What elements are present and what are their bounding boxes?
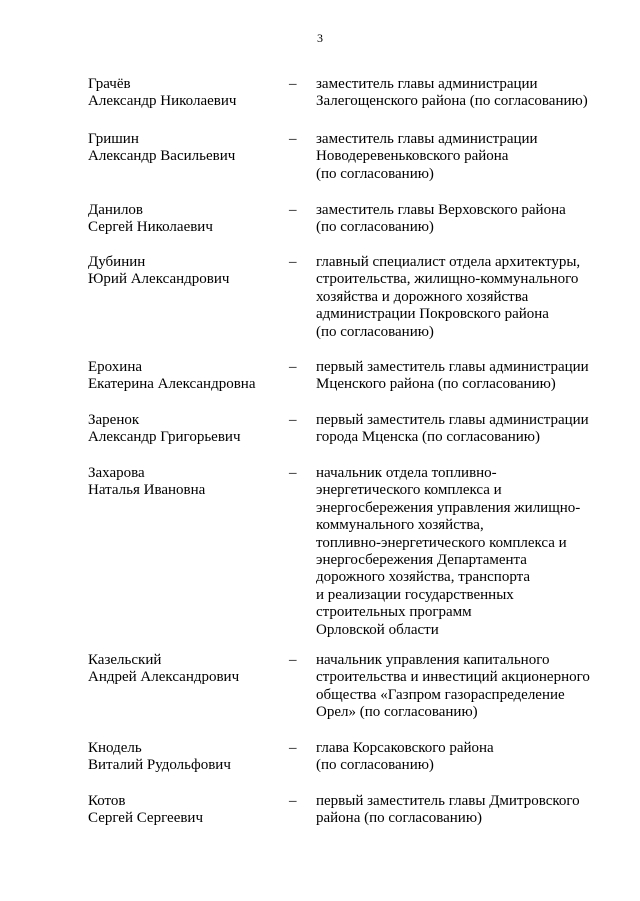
role-line: начальник управления капитального xyxy=(316,652,550,668)
role-line: Мценского района (по согласованию) xyxy=(316,376,556,393)
role-line: энергосбережения Департамента xyxy=(316,552,527,569)
role-line: заместитель главы Верховского района xyxy=(316,202,566,218)
member-given-names: Наталья Ивановна xyxy=(88,482,206,499)
role-line: строительных программ xyxy=(316,604,472,621)
role-line: первый заместитель главы Дмитровского xyxy=(316,793,580,809)
role-line: и реализации государственных xyxy=(316,586,514,603)
member-entry xyxy=(0,359,640,412)
member-given-names: Сергей Николаевич xyxy=(88,219,213,236)
role-line: начальник отдела топливно- xyxy=(316,465,497,481)
member-entry xyxy=(0,254,640,359)
member-given-names: Сергей Сергеевич xyxy=(88,810,204,827)
member-name xyxy=(88,652,278,687)
role-line: глава Корсаковского района xyxy=(316,740,494,756)
separator-dash: – xyxy=(289,359,297,375)
separator-dash: – xyxy=(289,254,297,270)
role-line: Залегощенского района (по согласованию) xyxy=(316,93,588,110)
role-line: строительства, жилищно-коммунального xyxy=(316,271,579,288)
member-role xyxy=(316,465,606,639)
member-name xyxy=(88,254,278,289)
role-line: коммунального хозяйства, xyxy=(316,517,484,534)
role-line: строительства и инвестиций акционерного xyxy=(316,669,590,686)
member-name xyxy=(88,793,278,828)
member-surname: Заренок xyxy=(88,412,140,428)
separator-dash: – xyxy=(289,412,297,428)
role-line: заместитель главы администрации xyxy=(316,131,538,147)
separator-dash: – xyxy=(289,465,297,481)
role-line: заместитель главы администрации xyxy=(316,76,538,92)
separator-dash: – xyxy=(289,202,297,218)
separator-dash: – xyxy=(289,740,297,756)
member-role xyxy=(316,359,606,394)
member-role xyxy=(316,740,606,775)
member-role xyxy=(316,412,606,447)
commission-member-list xyxy=(0,76,640,833)
member-surname: Котов xyxy=(88,793,126,809)
member-name xyxy=(88,202,278,237)
member-entry xyxy=(0,412,640,465)
member-surname: Данилов xyxy=(88,202,144,218)
member-given-names: Юрий Александрович xyxy=(88,271,230,288)
role-line: города Мценска (по согласованию) xyxy=(316,429,540,446)
member-role xyxy=(316,793,606,828)
separator-dash: – xyxy=(289,131,297,147)
role-line: района (по согласованию) xyxy=(316,810,483,827)
member-role xyxy=(316,652,606,722)
member-role xyxy=(316,202,606,237)
member-surname: Грачёв xyxy=(88,76,131,92)
member-given-names: Андрей Александрович xyxy=(88,669,240,686)
role-line: (по согласованию) xyxy=(316,323,434,340)
page-number: 3 xyxy=(317,31,323,45)
member-name xyxy=(88,359,278,394)
role-line: главный специалист отдела архитектуры, xyxy=(316,254,581,270)
role-line: дорожного хозяйства, транспорта xyxy=(316,569,531,586)
member-surname: Гришин xyxy=(88,131,139,147)
member-name xyxy=(88,131,278,166)
separator-dash: – xyxy=(289,793,297,809)
member-given-names: Екатерина Александровна xyxy=(88,376,256,393)
member-given-names: Александр Васильевич xyxy=(88,148,236,165)
role-line: (по согласованию) xyxy=(316,219,434,236)
member-name xyxy=(88,740,278,775)
member-entry xyxy=(0,652,640,740)
role-line: Новодеревеньковского района xyxy=(316,148,509,165)
separator-dash: – xyxy=(289,76,297,92)
member-surname: Кнодель xyxy=(88,740,142,756)
member-role xyxy=(316,131,606,183)
role-line: общества «Газпром газораспределение xyxy=(316,686,565,703)
separator-dash: – xyxy=(289,652,297,668)
role-line: (по согласованию) xyxy=(316,757,434,774)
member-given-names: Александр Николаевич xyxy=(88,93,237,110)
member-given-names: Александр Григорьевич xyxy=(88,429,241,446)
role-line: топливно-энергетического комплекса и xyxy=(316,534,567,551)
member-entry xyxy=(0,76,640,131)
member-surname: Дубинин xyxy=(88,254,146,270)
role-line: администрации Покровского района xyxy=(316,306,549,323)
role-line: первый заместитель главы администрации xyxy=(316,359,589,375)
member-surname: Захарова xyxy=(88,465,145,481)
member-entry xyxy=(0,465,640,652)
member-entry xyxy=(0,793,640,833)
role-line: Орел» (по согласованию) xyxy=(316,704,478,721)
member-given-names: Виталий Рудольфович xyxy=(88,757,231,774)
member-entry xyxy=(0,740,640,793)
member-name xyxy=(88,76,278,111)
role-line: (по согласованию) xyxy=(316,165,434,182)
role-line: энергосбережения управления жилищно- xyxy=(316,499,581,516)
member-role xyxy=(316,254,606,341)
role-line: Орловской области xyxy=(316,621,439,638)
member-surname: Ерохина xyxy=(88,359,143,375)
member-role xyxy=(316,76,606,111)
member-name xyxy=(88,465,278,500)
member-entry xyxy=(0,202,640,254)
member-surname: Казельский xyxy=(88,652,162,668)
member-entry xyxy=(0,131,640,202)
role-line: хозяйства и дорожного хозяйства xyxy=(316,288,529,305)
role-line: первый заместитель главы администрации xyxy=(316,412,589,428)
role-line: энергетического комплекса и xyxy=(316,482,502,499)
member-name xyxy=(88,412,278,447)
